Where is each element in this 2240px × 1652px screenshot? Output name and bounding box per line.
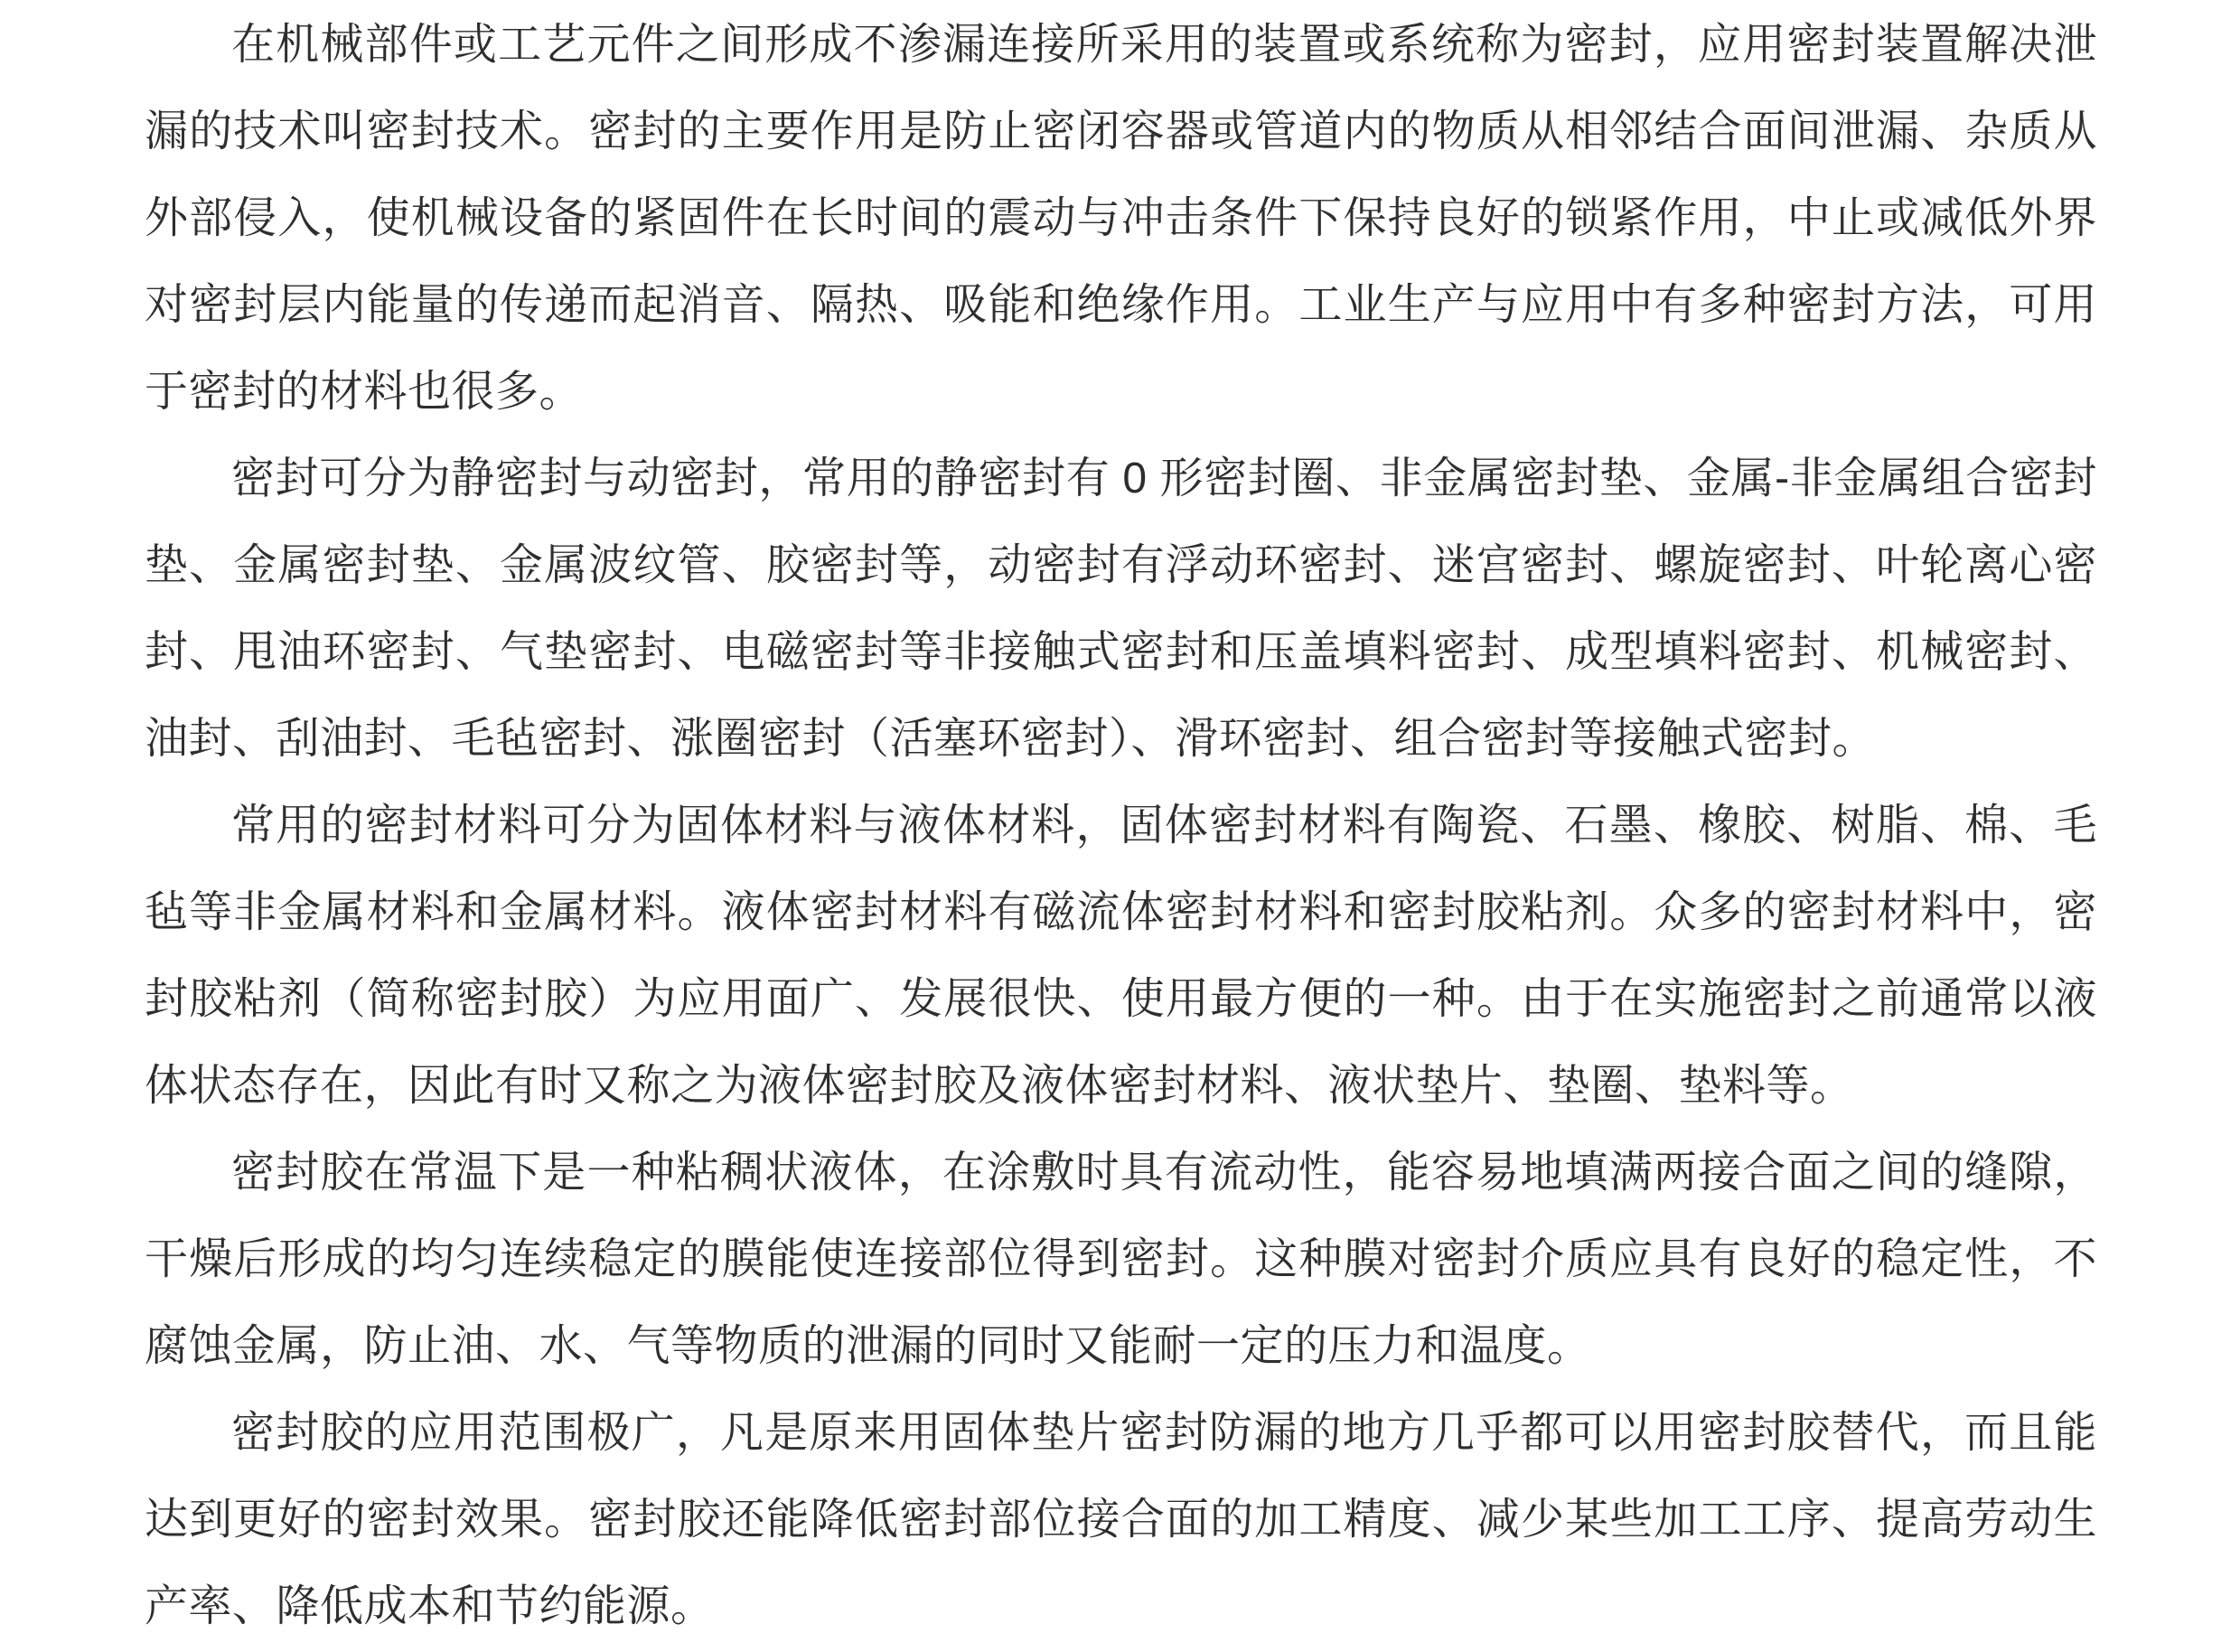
paragraph-sealing-definition: 在机械部件或工艺元件之间形成不渗漏连接所采用的装置或系统称为密封，应用密封装置解决泄漏的技术叫密封技术。密封的主要作用是防止密闭容器或管道内的物质从相邻结合面间泄漏、杂质从外部侵入，使机械设备的紧固件在长时间的震动与冲击条件下保持良好的锁紧作用，中止或减低外界对密封层内能量的传递而起消音、隔热、吸能和绝缘作用。工业生产与应用中有多种密封方法，可用于密封的材料也很多。 (145, 21, 2097, 416)
paragraph-sealant-properties: 密封胶在常温下是一种粘稠状液体，在涂敷时具有流动性，能容易地填满两接合面之间的缝隙，干燥后形成的均匀连续稳定的膜能使连接部位得到密封。这种膜对密封介质应具有良好的稳定性，不腐蚀金属，防止油、水、气等物质的泄漏的同时又能耐一定的压力和温度。 (145, 1149, 2097, 1370)
paragraph-sealing-materials: 常用的密封材料可分为固体材料与液体材料，固体密封材料有陶瓷、石墨、橡胶、树脂、棉、毛毡等非金属材料和金属材料。液体密封材料有磁流体密封材料和密封胶粘剂。众多的密封材料中，密封胶粘剂（简称密封胶）为应用面广、发展很快、使用最方便的一种。由于在实施密封之前通常以液体状态存在，因此有时又称之为液体密封胶及液体密封材料、液状垫片、垫圈、垫料等。 (145, 802, 2097, 1110)
paragraph-seal-classification: 密封可分为静密封与动密封，常用的静密封有 0 形密封圈、非金属密封垫、金属-非金属组合密封垫、金属密封垫、金属波纹管、胶密封等，动密封有浮动环密封、迷宫密封、螺旋密封、叶轮离心密封、甩油环密封、气垫密封、电磁密封等非接触式密封和压盖填料密封、成型填料密封、机械密封、油封、刮油封、毛毡密封、涨圈密封（活塞环密封）、滑环密封、组合密封等接触式密封。 (145, 455, 2097, 763)
paragraph-sealant-applications: 密封胶的应用范围极广，凡是原来用固体垫片密封防漏的地方几乎都可以用密封胶替代，而且能达到更好的密封效果。密封胶还能降低密封部位接合面的加工精度、减少某些加工工序、提高劳动生产率、降低成本和节约能源。 (145, 1409, 2097, 1630)
